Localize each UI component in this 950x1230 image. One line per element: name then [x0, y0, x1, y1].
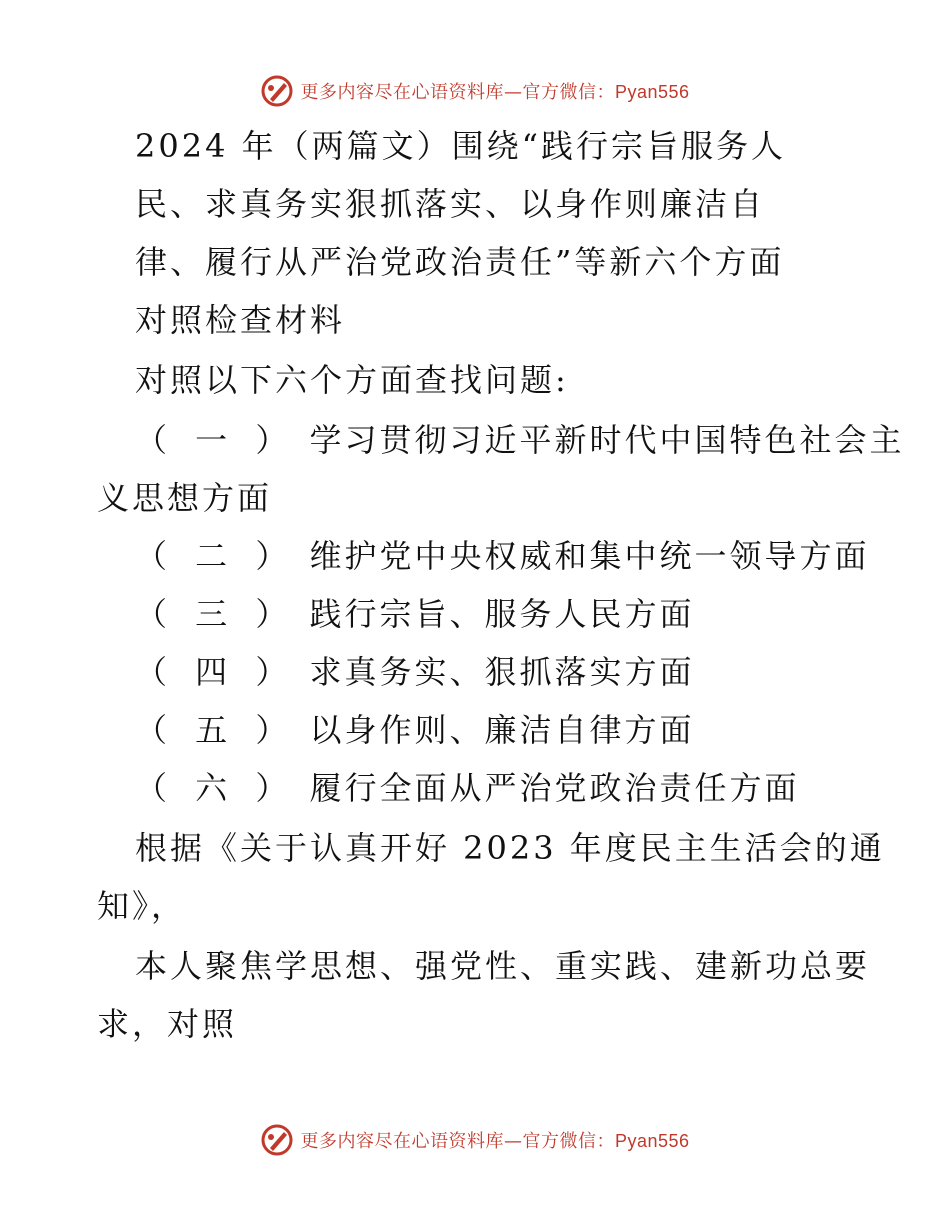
pen-seal-icon: [260, 1123, 294, 1157]
item-text: 学习贯彻习近平新时代中国特色社会主: [309, 421, 905, 459]
list-item-4: [135, 652, 695, 692]
paragraph-1-line-2: 知》，: [97, 887, 187, 925]
list-item-3: [135, 594, 695, 634]
header-watermark: [0, 71, 950, 111]
doc-title-line-4: 对照检查材料: [135, 301, 346, 339]
item-marker: （ 六 ）: [135, 769, 297, 807]
item-marker: （ 二 ）: [135, 537, 297, 575]
paragraph-2-line-2: 求，对照: [97, 1005, 238, 1043]
item-marker: （ 五 ）: [135, 711, 297, 749]
list-item-1: [135, 420, 905, 460]
doc-title-line-1: 2024 年（两篇文）围绕“践行宗旨服务人: [135, 127, 786, 165]
paragraph-1-line-1: 根据《关于认真开好 2023 年度民主生活会的通: [135, 829, 885, 867]
list-item-1-cont: 义思想方面: [97, 479, 273, 517]
footer-watermark: [0, 1120, 950, 1160]
list-item-2: [135, 536, 870, 576]
item-text: 维护党中央权威和集中统一领导方面: [309, 537, 870, 575]
item-marker: （ 四 ）: [135, 653, 297, 691]
watermark-text: 更多内容尽在心语资料库—官方微信：Pyan556: [300, 82, 690, 103]
doc-title-line-2: 民、求真务实狠抓落实、以身作则廉洁自: [135, 185, 766, 223]
item-text: 以身作则、廉洁自律方面: [309, 711, 695, 749]
item-marker: （ 三 ）: [135, 595, 297, 633]
paragraph-2-line-1: 本人聚焦学思想、强党性、重实践、建新功总要: [135, 947, 871, 985]
watermark-text: 更多内容尽在心语资料库—官方微信：Pyan556: [300, 1131, 690, 1152]
list-item-5: [135, 710, 695, 750]
item-text: 践行宗旨、服务人民方面: [309, 595, 695, 633]
doc-title-line-3: 律、履行从严治党政治责任”等新六个方面: [135, 243, 785, 281]
item-marker: （ 一 ）: [135, 421, 297, 459]
item-text: 求真务实、狠抓落实方面: [309, 653, 695, 691]
pen-seal-icon: [260, 74, 294, 108]
intro-text: 对照以下六个方面查找问题:: [135, 361, 569, 399]
list-item-6: [135, 768, 800, 808]
item-text: 履行全面从严治党政治责任方面: [309, 769, 800, 807]
